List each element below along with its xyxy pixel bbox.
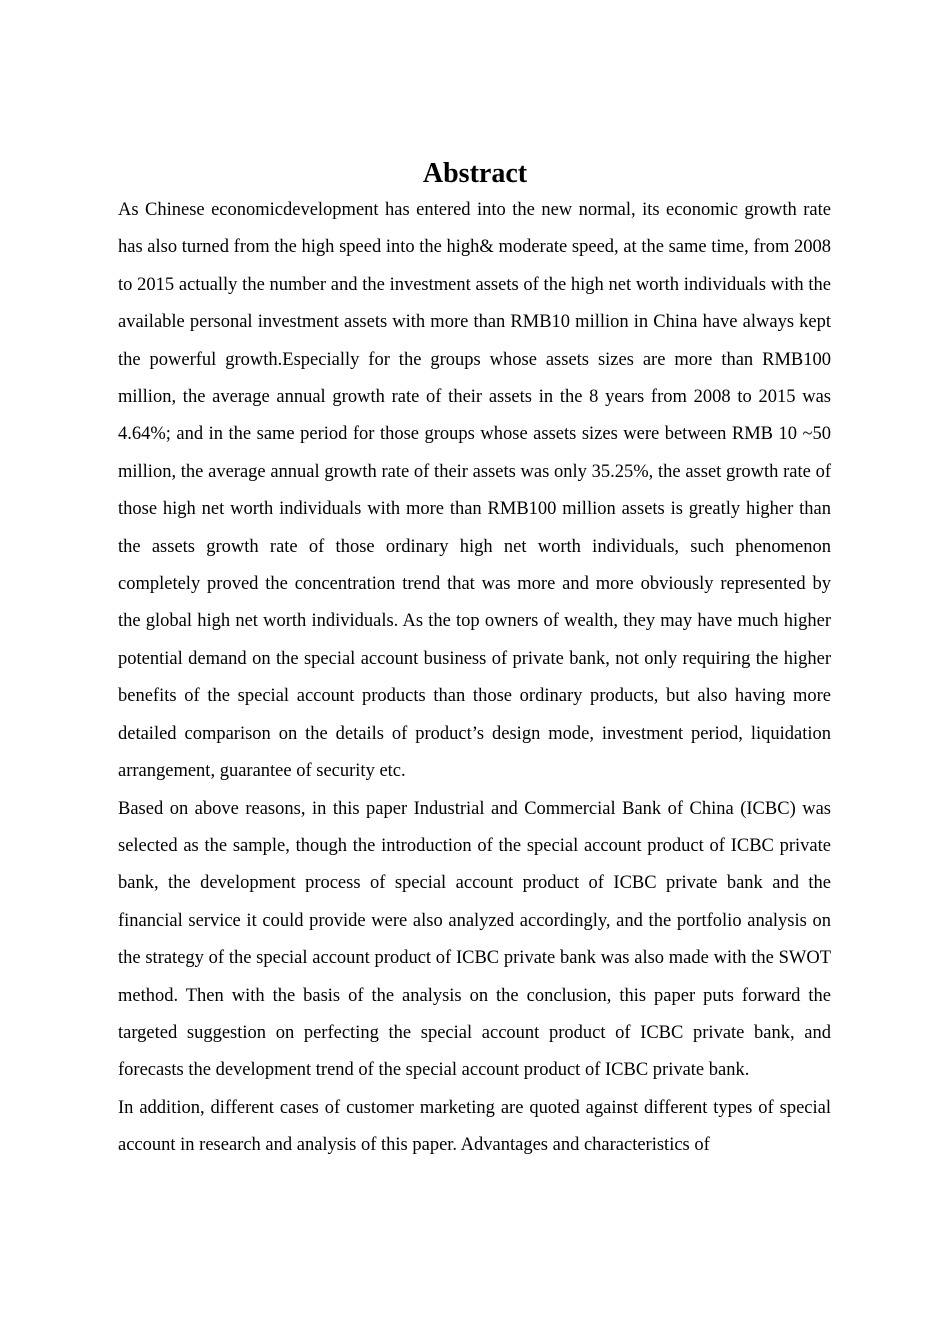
- abstract-body: [118, 192, 831, 1165]
- page-title: Abstract: [422, 158, 528, 189]
- paragraph-3: In addition, different cases of customer marketing are quoted against different types of special account in research and analysis of this paper. Advantages and characteristics of: [118, 1097, 831, 1156]
- paragraph-1: As Chinese economicdevelopment has entered into the new normal, its economic growth rate has also turned from the high speed into the high& moderate speed, at the same time, from 2008 to 2015 actually the number and the investment assets of the high net worth individuals with the available personal investment assets with more than RMB10 million in China have always kept the powerful growth.Especially for the groups whose assets sizes are more than RMB100 million, the average annual growth rate of their assets in the 8 years from 2008 to 2015 was 4.64%; and in the same period for those groups whose assets sizes were between RMB 10 ~50 million, the average annual growth rate of their assets was only 35.25%, the asset growth rate of those high net worth individuals with more than RMB100 million assets is greatly higher than the assets growth rate of those ordinary high net worth individuals, such phenomenon completely proved the concentration trend that was more and more obviously represented by the global high net worth individuals. As the top owners of wealth, they may have much higher potential demand on the special account business of private bank, not only requiring the higher benefits of the special account products than those ordinary products, but also having more detailed comparison on the details of product’s design mode, investment period, liquidation arrangement, guarantee of security etc.: [118, 200, 831, 782]
- paragraph-2: Based on above reasons, in this paper Industrial and Commercial Bank of China (ICBC) was selected as the sample, though the introduction of the special account product of ICBC private bank, the development process of special account product of ICBC private bank and the financial service it could provide were also analyzed accordingly, and the portfolio analysis on the strategy of the special account product of ICBC private bank was also made with the SWOT method. Then with the basis of the analysis on the conclusion, this paper puts forward the targeted suggestion on perfecting the special account product of ICBC private bank, and forecasts the development trend of the special account product of ICBC private bank.: [118, 798, 831, 1081]
